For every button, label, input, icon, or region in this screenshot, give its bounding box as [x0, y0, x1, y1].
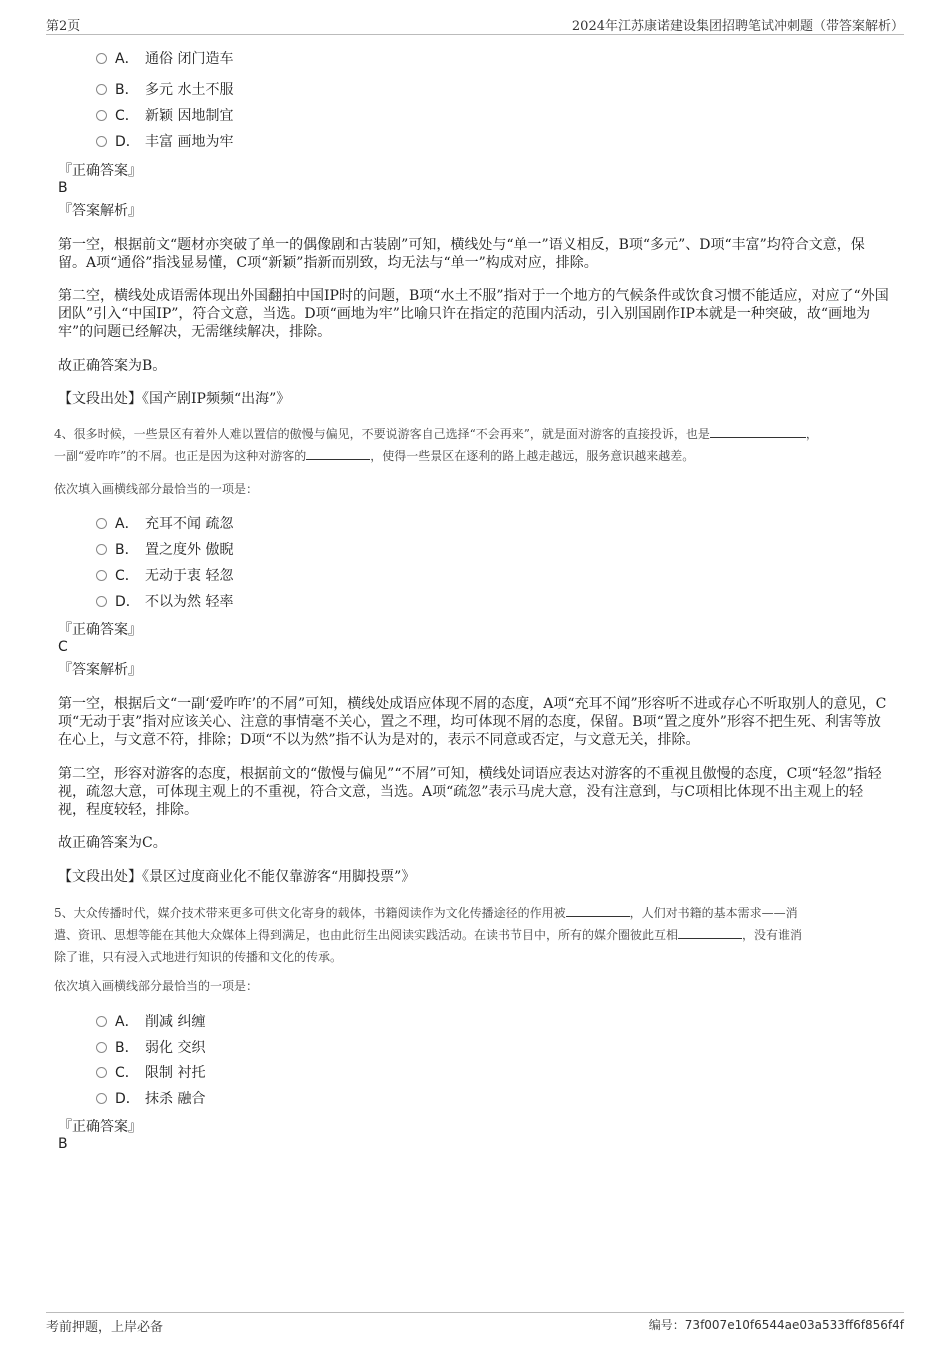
q3-source: 【文段出处】《国产剧IP频频“出海”》 [58, 391, 291, 407]
q5-answer: B [58, 1136, 68, 1152]
radio-icon[interactable] [96, 1042, 107, 1053]
radio-icon[interactable] [96, 84, 107, 95]
radio-icon[interactable] [96, 570, 107, 581]
q4-fill-prompt: 依次填入画横线部分最恰当的一项是： [54, 482, 259, 496]
blank-2 [678, 926, 742, 939]
q3-option-c[interactable]: C． 新颖 因地制宜 [96, 106, 233, 126]
q5-option-d[interactable]: D． 抹杀 融合 [96, 1089, 205, 1109]
radio-icon[interactable] [96, 544, 107, 555]
q3-answer: B [58, 180, 68, 196]
q3-analysis-3: 故正确答案为B。 [58, 358, 167, 374]
q3-analysis-1: 第一空，根据前文“题材亦突破了单一的偶像剧和古装剧”可知，横线处与“单一”语义相反，B项“多元”、D项“丰富”均符合文意，保留。A项“通俗”指浅显易懂，C项“新颖”指新而别致，均无法与“单一”构成对应，排除。 [58, 237, 865, 271]
q3-analysis-2: 第二空，横线处成语需体现出外国翻拍中国IP时的问题，B项“水土不服”指对于一个地方的气候条件或饮食习惯不能适应，对应了“外国团队”引入“中国IP”，符合文意，当选。D项“画地为牢”比喻只许在指定的范围内活动，引入别国剧作IP本就是一种突破，故“画地为牢”的问题已经解决，无需继续解决，排除。 [58, 288, 889, 340]
q4-option-d[interactable]: D． 不以为然 轻率 [96, 592, 233, 612]
page-header [46, 14, 904, 35]
q3-option-a[interactable]: A． 通俗 闭门造车 [96, 49, 233, 69]
radio-icon[interactable] [96, 596, 107, 607]
q4-source: 【文段出处】《景区过度商业化不能仅靠游客“用脚投票”》 [58, 869, 416, 885]
q4-option-c[interactable]: C． 无动于衷 轻忽 [96, 566, 233, 586]
q4-answer: C [58, 639, 68, 655]
q4-analysis-2: 第二空，形容对游客的态度，根据前文的“傲慢与偏见”“不屑”可知，横线处词语应表达对游客的不重视且傲慢的态度，C项“轻忽”指轻视，疏忽大意，可体现主观上的不重视，符合文意，当选。A项“疏忽”表示马虎大意，没有注意到，与C项相比体现不出主观上的轻视，程度较轻，排除。 [58, 766, 882, 818]
blank-2 [306, 447, 370, 460]
page-footer [46, 1312, 904, 1335]
analysis-label: 『答案解析』 [58, 662, 142, 678]
q4-analysis-3: 故正确答案为C。 [58, 835, 167, 851]
q4-stem: 4、很多时候，一些景区有着外人难以置信的傲慢与偏见，不要说游客自己选择“不会再来”，就是面对游客的直接投诉，也是 ， 一副“爱咋咋”的不屑。也正是因为这种对游客的 ，使得一些景区在逐利的路上越走越远，服务意识越来越差。 [54, 427, 818, 463]
footer-slogan: 考前押题，上岸必备 [46, 1320, 164, 1335]
q4-option-a[interactable]: A． 充耳不闻 疏忽 [96, 514, 233, 534]
q3-option-d[interactable]: D． 丰富 画地为牢 [96, 132, 233, 152]
radio-icon[interactable] [96, 110, 107, 121]
document-code: 编号：73f007e10f6544ae03a533ff6f856f4f [648, 1318, 904, 1332]
q5-option-a[interactable]: A． 削减 纠缠 [96, 1012, 205, 1032]
document-title: 2024年江苏康诺建设集团招聘笔试冲刺题（带答案解析） [571, 19, 904, 34]
correct-answer-label: 『正确答案』 [58, 622, 142, 638]
q5-option-b[interactable]: B． 弱化 交织 [96, 1038, 205, 1058]
page-number: 第2页 [46, 19, 81, 34]
q4-analysis-1: 第一空，根据后文“一副‘爱咋咋’的不屑”可知，横线处成语应体现不屑的态度，A项“充耳不闻”形容听不进或存心不听取别人的意见，C项“无动于衷”指对应该关心、注意的事情毫不关心，置之不理，均可体现不屑的态度，保留。B项“置之度外”形容不把生死、利害等放在心上，与文意不符，排除；D项“不以为然”指不认为是对的，表示不同意或否定，与文意无关，排除。 [58, 696, 887, 748]
radio-icon[interactable] [96, 53, 107, 64]
q5-option-c[interactable]: C． 限制 衬托 [96, 1063, 205, 1083]
radio-icon[interactable] [96, 1093, 107, 1104]
q3-option-b[interactable]: B． 多元 水土不服 [96, 80, 233, 100]
q4-option-b[interactable]: B． 置之度外 傲睨 [96, 540, 233, 560]
correct-answer-label: 『正确答案』 [58, 163, 142, 179]
radio-icon[interactable] [96, 136, 107, 147]
analysis-label: 『答案解析』 [58, 203, 142, 219]
radio-icon[interactable] [96, 1067, 107, 1078]
q5-stem: 5、大众传播时代，媒介技术带来更多可供文化寄身的载体，书籍阅读作为文化传播途径的作用被 ，人们对书籍的基本需求——消 遣、资讯、思想等能在其他大众媒体上得到满足，也由此衍生出阅读实践活动。在读书节目中，所有的媒介圈彼此互相 ，没有谁消 除了谁，只有浸入式地进行知识的传播和文化的传承。 [54, 906, 803, 964]
radio-icon[interactable] [96, 518, 107, 529]
blank-1 [566, 904, 630, 917]
radio-icon[interactable] [96, 1016, 107, 1027]
blank-1 [710, 425, 806, 438]
correct-answer-label: 『正确答案』 [58, 1119, 142, 1135]
q5-fill-prompt: 依次填入画横线部分最恰当的一项是： [54, 979, 259, 993]
